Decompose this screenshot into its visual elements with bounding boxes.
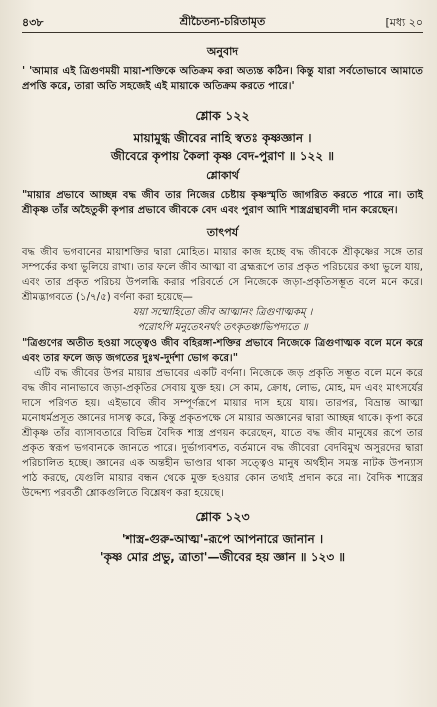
sanskrit-quote-line-1: যয়া সম্মোহিতো জীব আত্মানং ত্রিগুণাত্মকম্ ।	[132, 307, 313, 318]
sanskrit-quote-line-2: পরোঽপি মনুতেঽনর্থং তৎকৃতঞ্চাভিপদ্যতে ॥	[137, 322, 308, 333]
anubad-heading: অনুবাদ	[206, 45, 239, 58]
sloka-122-line-1: মায়ামুগ্ধ জীবের নাহি স্বতঃ কৃষ্ণজ্ঞান ।	[133, 131, 312, 145]
tatparya-paragraph-3: এটি বদ্ধ জীবের উপর মায়ার প্রভাবের একটি বর্ণনা। নিজেকে জড় প্রকৃতি সম্ভূত বলে মনে করে বদ্ধ জীব নানাভাবে জড়া-প্রকৃতির সেবায় যুক্ত হয়। সে কাম, ক্রোধ, লোভ, মোহ, মদ এবং মাৎসর্যের দাসে পরিণত হয়। এইভাবে জীব সম্পূর্ণরূপে মায়ার দাস হয়ে যায়। তারপর, বিভ্রান্ত আত্মা মনোধর্মপ্রসূত জ্ঞানের দাসত্ব করে, কিন্তু প্রকৃতপক্ষে সে মায়ার অজ্ঞানের দ্বারা আচ্ছন্ন থাকে। কৃপা করে শ্রীকৃষ্ণ তাঁর ব্যাসাবতারে বিভিন্ন বৈদিক শাস্ত্র প্রণয়ন করেছেন, যাতে বদ্ধ জীব মানুষের রূপে তার প্রকৃত স্বরূপ ভগবানকে জানতে পারে। দুর্ভাগ্যবশত, বর্তমানে বদ্ধ জীবেরা বেদবিমুখ অসুরদের দ্বারা পরিচালিত হচ্ছে। জ্ঞানের এক অন্তহীন ভাণ্ডার থাকা সত্ত্বেও মানুষ অর্থহীন সমস্ত নাটক উপন্যাস পাঠ করছে, যেগুলি মায়ার বন্ধন থেকে মুক্ত হওয়ার কোন তথ্যই প্রদান করে না। বৈদিক শাস্ত্রের উদ্দেশ্য পরবর্তী শ্লোকগুলিতে বিশ্লেষণ করা হয়েছে।	[22, 368, 423, 499]
tatparya-heading: তাৎপর্য	[206, 226, 239, 239]
chapter-label: [মধ্য ২০	[385, 16, 423, 29]
running-title: শ্রীচৈতন্য-চরিতামৃত	[179, 15, 266, 28]
sloka-123-number: শ্লোক ১২৩	[195, 509, 250, 524]
slokartha-heading: শ্লোকার্থ	[206, 169, 239, 182]
sloka-123-line-1: 'শাস্ত্র-গুরু-আত্ম'-রূপে আপনারে জানান ।	[121, 532, 324, 546]
slokartha-text: "মায়ার প্রভাবে আচ্ছন্ন বদ্ধ জীব তার নিজের চেষ্টায় কৃষ্ণস্মৃতি জাগরিত করতে পারে না। তাই শ্রীকৃষ্ণ তাঁর অহৈতুকী কৃপার প্রভাবে জীবকে বেদ এবং পুরাণ আদি শাস্ত্রগ্রন্থাবলী দান করেছেন।	[22, 190, 423, 216]
tatparya-paragraph-2: "ত্রিগুণের অতীত হওয়া সত্ত্বেও জীব বহিরঙ্গা-শক্তির প্রভাবে নিজেকে ত্রিগুণাত্মক বলে মনে করে এবং তার ফলে জড় জগতের দুঃখ-দুর্দশা ভোগ করে।"	[22, 338, 423, 364]
sloka-122-number: শ্লোক ১২২	[195, 108, 250, 123]
page-header	[22, 10, 423, 33]
sloka-123-line-2: 'কৃষ্ণ মোর প্রভু, ত্রাতা'—জীবের হয় জ্ঞান ॥ ১২৩ ॥	[99, 550, 346, 564]
tatparya-paragraph-1: বদ্ধ জীব ভগবানের মায়াশক্তির দ্বারা মোহিত। মায়ার কাজ হচ্ছে বদ্ধ জীবকে শ্রীকৃষ্ণের সঙ্গে তার সম্পর্কের কথা ভুলিয়ে রাখা। তার ফলে জীব আত্মা বা ব্রহ্মরূপে তার প্রকৃত পরিচয়ের কথা ভুলে যায়, এবং তার প্রকৃত পরিচয় উপলব্ধি করার পরিবর্তে সে নিজেকে জড়া-প্রকৃতিসম্ভূত বলে মনে করে। শ্রীমদ্ভাগবতে (১/৭/৫) বর্ণনা করা হয়েছে—	[22, 247, 423, 303]
sloka-122-line-2: জীবেরে কৃপায় কৈলা কৃষ্ণ বেদ-পুরাণ ॥ ১২২ ॥	[110, 149, 335, 163]
anubad-text: ' 'আমার এই ত্রিগুণময়ী মায়া-শক্তিকে অতিক্রম করা অত্যন্ত কঠিন। কিন্তু যারা সর্বতোভাবে আমাতে প্রপত্তি করে, তারা অতি সহজেই এই মায়াকে অতিক্রম করতে পারে।'	[22, 66, 423, 92]
page-number: ৪৩৮	[22, 16, 44, 29]
